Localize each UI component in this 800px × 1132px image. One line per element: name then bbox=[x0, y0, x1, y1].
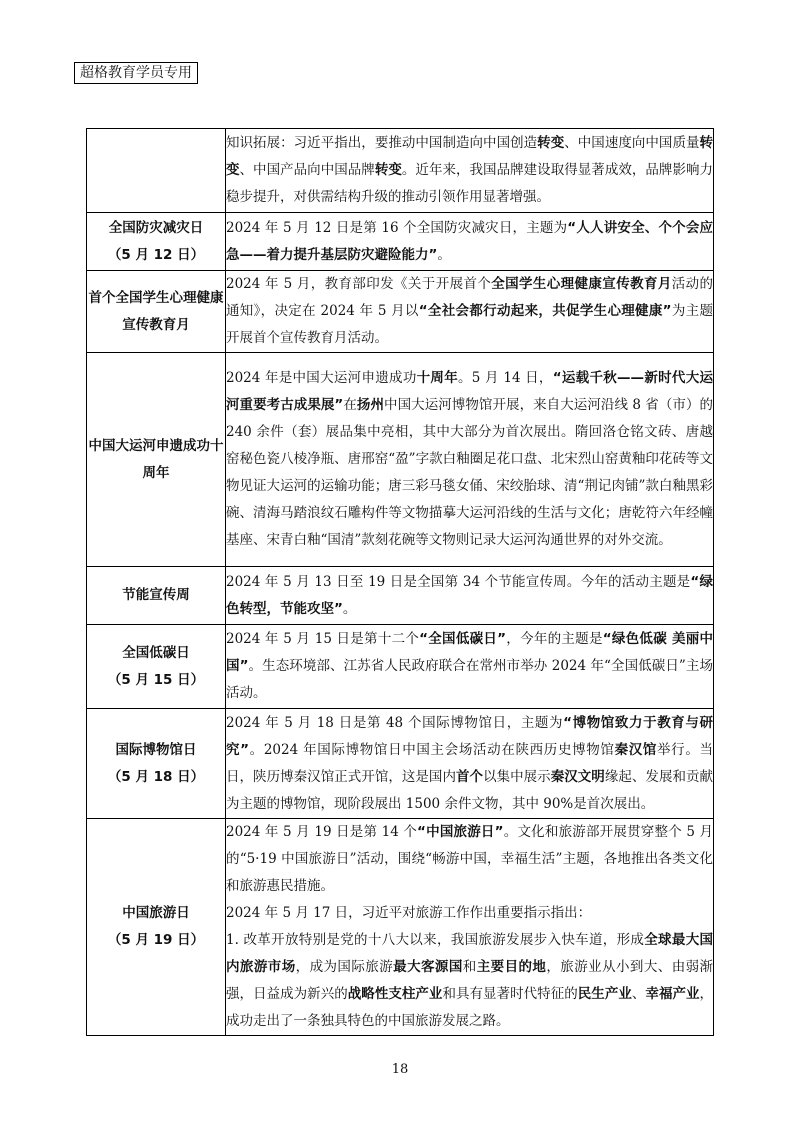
text-run: 、中国速度向中国质量 bbox=[564, 135, 700, 151]
text-run: 、中国产品向中国品牌 bbox=[239, 162, 375, 178]
topic-cell bbox=[87, 129, 226, 213]
content-paragraph bbox=[226, 271, 713, 352]
topic-label: 全国防灾减灾日 （5 月 12 日） bbox=[107, 219, 205, 263]
text-run: ，今年的主题是 bbox=[506, 631, 603, 647]
content-cell bbox=[226, 567, 714, 625]
bold-text: 秦汉文明 bbox=[550, 768, 605, 785]
text-run: 知识拓展：习近平指出，要推动中国制造向中国创造 bbox=[226, 135, 538, 151]
content-paragraph bbox=[226, 927, 713, 1035]
topic-cell bbox=[87, 567, 226, 625]
topic-cell bbox=[87, 213, 226, 271]
topic-label: 中国大运河申遗成功十周年 bbox=[88, 437, 224, 481]
content-cell bbox=[226, 213, 714, 271]
bold-text: “运载千秋——新时代大运河重要考古成果展” bbox=[226, 370, 713, 413]
bold-text: 转变 bbox=[226, 135, 714, 178]
text-run: 在 bbox=[343, 397, 357, 413]
bold-text: 秦汉馆 bbox=[614, 741, 658, 758]
table-row bbox=[87, 213, 714, 271]
content-paragraph bbox=[226, 626, 713, 707]
topic-cell bbox=[87, 625, 226, 709]
bold-text: “人人讲安全、个个会应急——着力提升基层防灾避险能力” bbox=[226, 219, 714, 263]
content-paragraph bbox=[226, 130, 713, 211]
table-row bbox=[87, 271, 714, 353]
bold-text: 主要目的地 bbox=[476, 959, 547, 975]
text-run: 和 bbox=[462, 959, 477, 975]
text-run: 。 bbox=[437, 246, 451, 263]
text-run: 和具有显著时代特征的 bbox=[442, 986, 578, 1002]
bold-text: “全社会都行动起来，共促学生心理健康” bbox=[418, 303, 672, 319]
page-number: 18 bbox=[391, 1062, 409, 1077]
bold-text: 民生产业 bbox=[577, 986, 632, 1002]
content-paragraph bbox=[226, 900, 713, 927]
text-run: 2024 年是中国大运河申遗成功 bbox=[226, 370, 417, 386]
text-run: 。 bbox=[342, 600, 357, 617]
table-row bbox=[87, 353, 714, 567]
text-run: 。生态环境部、江苏省人民政府联合在常州市举办 2024 年“全国低碳日”主场活动。 bbox=[226, 658, 714, 701]
content-cell bbox=[226, 625, 714, 709]
topic-label: 中国旅游日 （5 月 19 日） bbox=[107, 905, 205, 948]
text-run: 2024 年 5 月 18 日是第 48 个国际博物馆日，主题为 bbox=[226, 714, 564, 731]
text-run: 。2024 年国际博物馆日中国主会场活动在陕西历史博物馆 bbox=[249, 741, 615, 758]
bold-text: “中国旅游日” bbox=[417, 824, 504, 840]
text-run: 2024 年 5 月 17 日，习近平对旅游工作作出重要指示指出： bbox=[226, 905, 592, 921]
topic-cell bbox=[87, 271, 226, 353]
bold-text: 幸福产业 bbox=[645, 986, 700, 1002]
text-run: ，旅游业从小到大、由弱渐强，日益成为新兴的 bbox=[226, 959, 714, 1002]
events-table-body bbox=[87, 129, 714, 1036]
text-run: 。近年来，我国品牌建设取得显著成效，品牌影响力稳步提升，对供需结构升级的推动引领作用显著增强。 bbox=[226, 162, 714, 205]
bold-text: 转变 bbox=[537, 135, 565, 151]
bold-text: 首个 bbox=[456, 768, 484, 785]
text-run: 中国大运河博物馆开展，来自大运河沿线 8 省（市）的 240 余件（套）展品集中亮相，其中大部分为首次展出。隋回洛仓铭文砖、唐越窑秘色瓷八棱净瓶、唐邢窑“盈”字款白釉圈足花口盘、北宋烈山窑黄釉印花砖等文物见证大运河的运输功能；唐三彩马毯女俑、宋绞胎球、清“荆记肉铺”款白釉黑彩碗、清海马踏浪纹石雕构件等文物描摹大运河沿线的生活与文化；唐乾符六年经幢基座、宋青白釉“国清”款刻花碗等文物则记录大运河沟通世界的对外交流。 bbox=[226, 397, 714, 548]
bold-text: “绿色低碳 美丽中国” bbox=[226, 631, 713, 674]
topic-label: 全国低碳日 （5 月 15 日） bbox=[107, 644, 205, 688]
bold-text: 全国学生心理健康宣传教育月 bbox=[491, 276, 672, 292]
content-cell bbox=[226, 129, 714, 213]
table-row bbox=[87, 625, 714, 709]
topic-label: 首个全国学生心理健康宣传教育月 bbox=[88, 289, 224, 333]
watermark-label: 超格教育学员专用 bbox=[74, 62, 198, 84]
text-run: 为主题开展首个宣传教育月活动。 bbox=[226, 303, 713, 346]
topic-label: 国际博物馆日 （5 月 18 日） bbox=[107, 741, 205, 785]
bold-text: 战略性支柱产业 bbox=[347, 986, 443, 1002]
table-row bbox=[87, 709, 714, 819]
bold-text: “博物馆致力于教育与研究” bbox=[226, 714, 714, 758]
text-run: 2024 年 5 月 19 日是第 14 个 bbox=[226, 824, 418, 840]
table-row bbox=[87, 819, 714, 1036]
bold-text: “绿色转型，节能攻坚” bbox=[226, 573, 714, 617]
content-paragraph bbox=[226, 215, 713, 269]
bold-text: 十周年 bbox=[416, 370, 459, 386]
table-row bbox=[87, 567, 714, 625]
content-cell bbox=[226, 819, 714, 1036]
table-row bbox=[87, 129, 714, 213]
text-run: 。文化和旅游部开展贯穿整个 5 月的“5·19 中国旅游日”活动，围绕“畅游中国，幸福生活”主题，各地推出各类文化和旅游惠民措施。 bbox=[226, 824, 714, 894]
topic-label: 节能宣传周 bbox=[122, 587, 190, 603]
events-table bbox=[86, 128, 714, 1036]
topic-cell bbox=[87, 353, 226, 567]
text-run: 缘起、发展和贡献为主题的博物馆，现阶段展出 1500 余件文物，其中 90%是首次展出。 bbox=[226, 768, 714, 812]
content-paragraph bbox=[226, 569, 713, 623]
text-run: 1. 改革开放特别是党的十八大以来，我国旅游发展步入快车道，形成 bbox=[226, 932, 645, 948]
text-run: 举行。当日，陕历博秦汉馆正式开馆，这是国内 bbox=[226, 741, 713, 785]
text-run: 以集中展示 bbox=[483, 768, 551, 785]
content-paragraph bbox=[226, 365, 713, 554]
text-run: ，成功走出了一条独具特色的中国旅游发展之路。 bbox=[226, 986, 714, 1029]
text-run: 2024 年 5 月，教育部印发《关于开展首个 bbox=[226, 276, 492, 292]
content-cell bbox=[226, 271, 714, 353]
bold-text: 最大客源国 bbox=[393, 959, 463, 975]
bold-text: 扬州 bbox=[356, 397, 385, 413]
bold-text: 转变 bbox=[374, 162, 402, 178]
content-paragraph bbox=[226, 819, 713, 900]
content-cell bbox=[226, 353, 714, 567]
topic-cell bbox=[87, 709, 226, 819]
text-run: 2024 年 5 月 12 日是第 16 个全国防灾减灾日，主题为 bbox=[226, 219, 568, 236]
bold-text: “全国低碳日” bbox=[419, 631, 507, 647]
text-run: 2024 年 5 月 13 日至 19 日是全国第 34 个节能宣传周。今年的活动主题是 bbox=[226, 573, 691, 590]
text-run: 活动的通知》，决定在 2024 年 5 月以 bbox=[226, 276, 714, 319]
text-run: 、 bbox=[631, 986, 646, 1002]
text-run: ，成为国际旅游 bbox=[295, 959, 394, 975]
bold-text: 全球最大国内旅游市场 bbox=[226, 932, 714, 975]
topic-cell bbox=[87, 819, 226, 1036]
text-run: 2024 年 5 月 15 日是第十二个 bbox=[226, 631, 420, 647]
text-run: 。5 月 14 日， bbox=[458, 370, 553, 386]
content-cell bbox=[226, 709, 714, 819]
content-paragraph bbox=[226, 710, 713, 818]
